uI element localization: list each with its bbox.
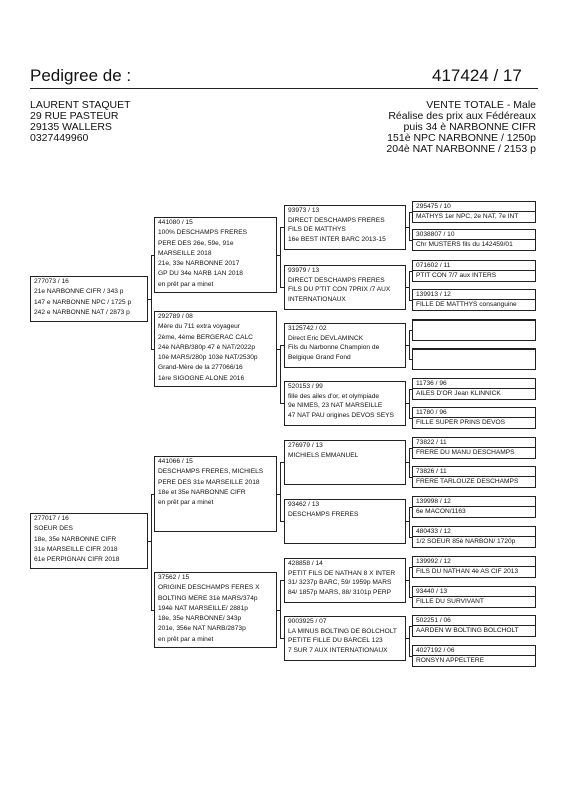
info-line: FRERE TARLOUZE DESCHAMPS	[416, 478, 519, 486]
gen5-box-2	[412, 229, 536, 251]
info-line: 100% DESCHAMPS FRERES	[158, 229, 248, 237]
owner-block	[30, 100, 131, 144]
ring-number: 417424 / 17	[432, 66, 522, 85]
info-line: MATHYS 1er NPC, 2e NAT, 7e INT	[416, 213, 519, 221]
gen5-box-12	[412, 526, 536, 548]
info-line: 84/ 1857p MARS, 88/ 3101p PERP	[288, 588, 392, 596]
connector	[409, 330, 410, 359]
info-line: BOLTING MERE 31è MARS/374p	[158, 594, 258, 602]
connector	[409, 567, 412, 568]
ring: 441080 / 15	[158, 219, 193, 226]
ring: 37562 / 15	[158, 574, 190, 581]
info-line: 194è NAT MARSEILLE/ 2881p	[158, 604, 248, 612]
info-line: DIRECT DESCHAMPS FRERES	[288, 216, 385, 224]
ring	[413, 320, 535, 321]
connector	[151, 494, 154, 495]
ring: 93979 / 13	[288, 267, 320, 274]
info-line: puis 34 è NARBONNE CIFR	[403, 121, 536, 133]
gen4-box-2	[284, 265, 406, 310]
gen5-box-9	[412, 437, 536, 459]
ring: 295475 / 10	[413, 202, 535, 212]
ring: 73826 / 11	[413, 467, 535, 477]
connector	[280, 638, 284, 639]
info-line: ORIGINE DESCHAMPS FERES X	[158, 584, 260, 592]
connector	[280, 462, 281, 521]
ring: 139998 / 12	[413, 497, 535, 507]
dam-box	[30, 513, 148, 569]
connector	[151, 255, 154, 256]
connector	[409, 418, 412, 419]
info-line: GP DU 34e NARB 1AN 2018	[158, 270, 243, 278]
connector	[151, 610, 154, 611]
info-line: 204è NAT NARBONNE / 2153 p	[386, 143, 536, 155]
info-line: 147 e NARBONNE NPC / 1725 p	[34, 298, 132, 306]
ring: 502251 / 06	[413, 616, 535, 626]
ring: 276979 / 13	[288, 442, 323, 449]
connector	[409, 359, 412, 360]
ring	[413, 349, 535, 350]
connector	[280, 521, 284, 522]
connector	[409, 271, 410, 300]
info-line: 9e NIMES, 23 NAT MARSEILLE	[288, 402, 383, 409]
info-line: en prêt par a minet	[158, 635, 214, 643]
info-line: FILLE DE MATTHYS consanguine	[416, 301, 517, 309]
ring: 277073 / 16	[34, 278, 69, 285]
info-line: PETIT FILS DE NATHAN 8 X INTER	[288, 569, 396, 577]
info-line: AARDEN W BOLTING BOLCHOLT	[416, 627, 519, 635]
connector	[409, 477, 412, 478]
connector	[409, 212, 410, 240]
connector	[409, 212, 412, 213]
connector	[409, 597, 412, 598]
info-line: Grand-Mère de la 277066/16	[158, 364, 243, 372]
info-line: FILS DE MATTHYS	[288, 226, 346, 233]
info-line: FILLE DU SURVIVANT	[416, 598, 484, 606]
info-line: PERE DES 26e, 59e, 91e	[158, 239, 234, 247]
gen4-box-8	[284, 616, 406, 661]
connector	[409, 330, 412, 331]
info-line: Chr MUSTERS fils du 142459/01	[416, 241, 513, 249]
info-line: MARSEILLE 2018	[158, 249, 212, 257]
granddam-maternal-box	[154, 572, 277, 648]
info-line: DIRECT DESCHAMPS FRERES	[288, 276, 385, 284]
info-line: 21e NARBONNE CIFR / 343 p	[34, 288, 124, 296]
connector	[280, 580, 284, 581]
connector	[280, 227, 284, 228]
ring: 11780 / 96	[413, 408, 535, 418]
info-line: PETITE FILLE DU BARCEL 123	[288, 637, 383, 644]
info-line: fille des ailes d'or, et olympiade	[288, 392, 380, 400]
grandsire-maternal-box	[154, 456, 277, 532]
gen5-box-7	[412, 378, 536, 400]
info-line: en prêt par a minet	[158, 280, 214, 288]
info-line: RONSYN APPELTERE	[416, 657, 485, 665]
sire-box	[30, 276, 148, 322]
connector	[409, 626, 412, 627]
info-line: 151è NPC NARBONNE / 1250p	[387, 132, 536, 144]
info-line: MICHIELS EMMANUEL	[288, 451, 359, 459]
info-block	[386, 100, 536, 155]
ring: 277017 / 16	[34, 515, 69, 522]
info-line: 18e et 35e NARBONNE CIFR	[158, 488, 246, 496]
info-line: en prêt par a minet	[158, 499, 214, 507]
info-line: 21e, 33e NARBONNE 2017	[158, 260, 240, 268]
header-divider	[30, 88, 538, 89]
ring: 73822 / 11	[413, 438, 535, 448]
connector	[409, 300, 412, 301]
ring: 3038807 / 10	[413, 230, 535, 240]
ring: 428858 / 14	[288, 560, 323, 567]
connector	[409, 448, 410, 477]
info-line: FILS DU P'TIT CON 7PRIX /7 AUX	[288, 286, 391, 293]
gen4-box-5	[284, 440, 406, 485]
connector	[280, 403, 284, 404]
info-line: Réalise des prix aux Fédéreaux	[388, 110, 536, 122]
gen4-box-4	[284, 381, 406, 426]
info-line: 47 NAT PAU origines DEVOS SEYS	[288, 411, 394, 419]
ring: 441066 / 15	[158, 458, 193, 465]
ring: 93973 / 13	[288, 207, 320, 214]
gen5-box-1	[412, 201, 536, 223]
connector	[409, 567, 410, 597]
info-line: 201e, 356e NAT NARB/2873p	[158, 625, 246, 633]
connector	[280, 287, 284, 288]
ring: 071602 / 11	[413, 261, 535, 271]
ring: 139992 / 12	[413, 557, 535, 567]
info-line: FRERE DU MANU DESCHAMPS	[416, 449, 515, 457]
connector	[151, 349, 154, 350]
info-line: 16e BEST INTER BARC 2013-15	[288, 235, 386, 243]
owner-line: LAURENT STAQUET	[30, 99, 131, 111]
info-line: PERE DES 31e MARSEILLE 2018	[158, 478, 260, 486]
ring: 480433 / 12	[413, 527, 535, 537]
gen5-box-4	[412, 289, 536, 311]
connector	[409, 389, 410, 418]
info-line: 7 SUR 7 AUX INTERNATIONAUX	[288, 646, 388, 654]
ring: 9003925 / 07	[288, 618, 327, 625]
info-line: Mère du 711 extra voyageur	[158, 323, 240, 331]
connector	[409, 626, 410, 656]
info-line: 6e MACON/1163	[416, 508, 466, 516]
granddam-paternal-box	[154, 311, 277, 387]
connector	[409, 448, 412, 449]
connector	[409, 656, 412, 657]
info-line: LA MINUS BOLTING DE BOLCHOLT	[288, 627, 397, 635]
info-line: 31/ 3237p BARC, 59/ 1959p MARS	[288, 579, 392, 586]
info-line: 242 e NARBONNE NAT / 2873 p	[34, 308, 130, 316]
ring: 3125742 / 02	[288, 325, 327, 332]
info-line: 24è NARB/380p 47 è NAT/2022p	[158, 343, 256, 351]
connector	[409, 507, 410, 537]
gen4-box-7	[284, 558, 406, 603]
info-line: Fils du Narbonne Champion de	[288, 344, 380, 351]
connector	[409, 507, 412, 508]
connector	[409, 537, 412, 538]
gen5-box-15	[412, 615, 536, 637]
info-line: FILLE SUPER PRINS DEVOS	[416, 419, 506, 427]
ring: 4027192 / 06	[413, 646, 535, 656]
connector	[409, 271, 412, 272]
info-line: 18e, 35e NARBONNE/ 343p	[158, 615, 242, 623]
gen5-box-5	[412, 319, 536, 341]
info-line: 61e PERPIGNAN CIFR 2018	[34, 556, 120, 564]
owner-line: 0327449960	[30, 132, 89, 144]
ring: 11736 / 96	[413, 379, 535, 389]
ring: 93440 / 13	[413, 587, 535, 597]
info-line: DESCHAMPS FRERES	[288, 510, 359, 518]
connector	[151, 494, 152, 610]
gen4-box-6	[284, 499, 406, 544]
connector	[409, 389, 412, 390]
gen5-box-14	[412, 586, 536, 608]
gen5-box-13	[412, 556, 536, 578]
info-line: 18e, 35e NARBONNE CIFR	[34, 535, 117, 543]
connector	[280, 227, 281, 287]
ring: 520153 / 99	[288, 383, 323, 390]
owner-line: 29135 WALLERS	[30, 121, 112, 133]
ring: 93462 / 13	[288, 501, 320, 508]
ring: 139913 / 12	[413, 290, 535, 300]
info-line: AILES D'OR Jean KLINNICK	[416, 390, 501, 398]
gen4-box-1	[284, 205, 406, 250]
ring: 292789 / 08	[158, 313, 193, 320]
page-title: Pedigree de :	[30, 66, 132, 85]
gen5-box-6	[412, 348, 536, 370]
owner-line: 29 RUE PASTEUR	[30, 110, 119, 122]
info-line: FILS DU NATHAN 4è AS CIF 2013	[416, 568, 519, 576]
info-line: 10è MARS/280p 103è NAT/2530p	[158, 354, 258, 362]
connector	[409, 240, 412, 241]
info-line: DESCHAMPS FRERES, MICHIELS	[158, 468, 264, 476]
gen5-box-8	[412, 407, 536, 429]
info-line: PTIT CON 7/7 aux INTERS	[416, 272, 497, 280]
info-line: Belgique Grand Fond	[288, 353, 351, 361]
gen4-box-3	[284, 323, 406, 368]
info-line: VENTE TOTALE - Male	[426, 99, 536, 111]
info-line: 1ère SIGOGNE ALONE 2016	[158, 374, 245, 382]
info-line: 31e MARSEILLE CIFR 2018	[34, 545, 118, 553]
connector	[280, 345, 281, 403]
info-line: Direct Eric DEVLAMINCK	[288, 334, 364, 342]
connector	[280, 345, 284, 346]
info-line: 2ème, 4ème BERGERAC CALC	[158, 333, 253, 341]
connector	[151, 255, 152, 349]
info-line: 1/2 SOEUR 85è NARBON/ 1720p	[416, 538, 516, 546]
grandsire-paternal-box	[154, 217, 277, 293]
gen5-box-10	[412, 466, 536, 488]
gen5-box-16	[412, 645, 536, 667]
gen5-box-3	[412, 260, 536, 282]
info-line: INTERNATIONAUX	[288, 295, 346, 303]
info-line: SOEUR DES	[34, 525, 73, 533]
gen5-box-11	[412, 496, 536, 518]
connector	[280, 462, 284, 463]
connector	[280, 580, 281, 638]
